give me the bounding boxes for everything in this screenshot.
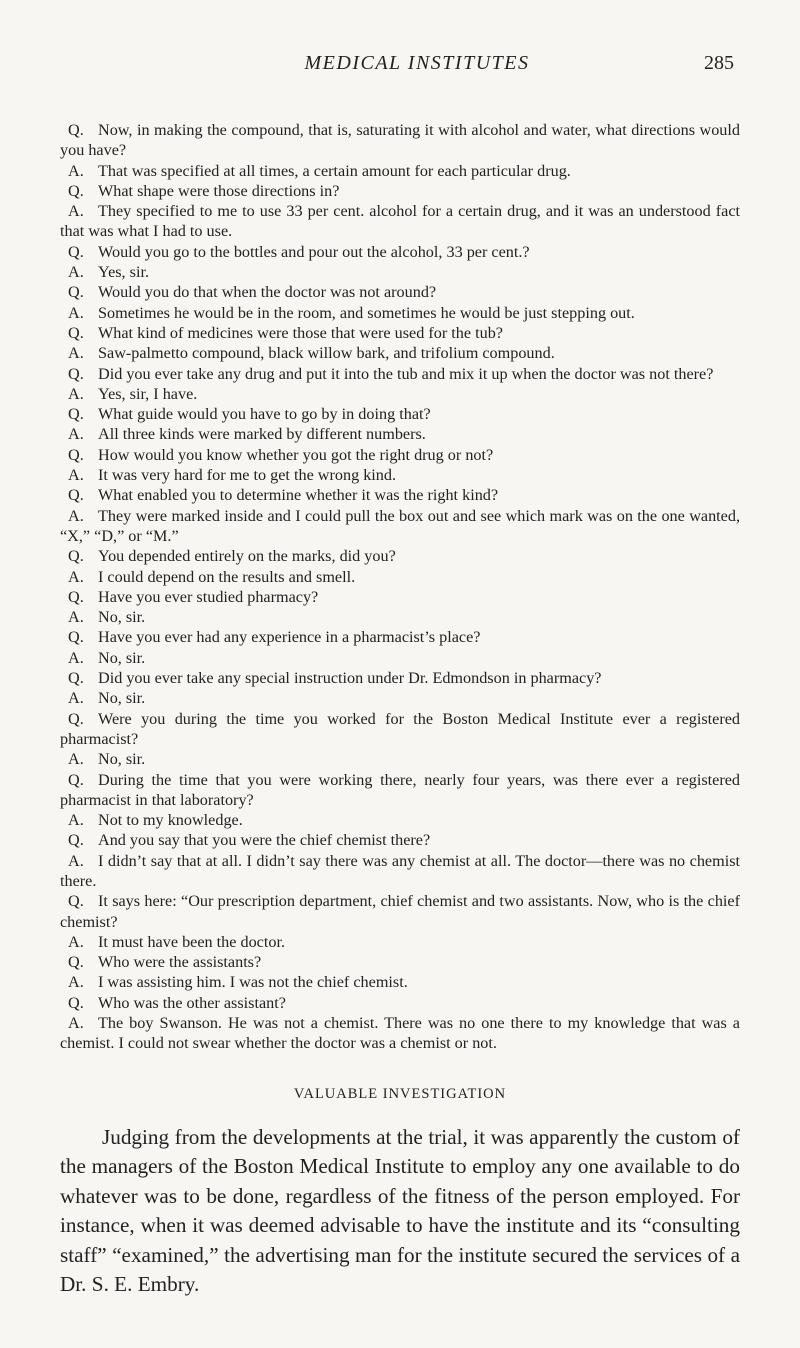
testimony-text: What shape were those directions in?	[98, 181, 340, 200]
answer-marker: A.	[68, 202, 84, 221]
answer-marker: A.	[68, 932, 84, 951]
testimony-line	[60, 384, 740, 404]
testimony-line	[60, 830, 740, 850]
testimony-line	[60, 607, 740, 627]
testimony-line	[60, 1013, 740, 1054]
testimony-text: And you say that you were the chief chemist there?	[98, 831, 431, 850]
testimony-text: I was assisting him. I was not the chief chemist.	[98, 973, 408, 992]
answer-marker: A.	[68, 567, 84, 586]
testimony-text: What enabled you to determine whether it was the right kind?	[98, 486, 499, 505]
testimony-line	[60, 993, 740, 1013]
testimony-text: No, sir.	[98, 648, 146, 667]
answer-marker: A.	[68, 608, 84, 627]
testimony-line	[60, 161, 740, 181]
testimony-text: Who were the assistants?	[98, 953, 262, 972]
testimony-text: It says here: “Our prescription department, chief chemist and two assistants. Now, who is the chief chemist?	[60, 892, 740, 931]
testimony-line	[60, 891, 740, 932]
testimony-text: Not to my knowledge.	[98, 811, 243, 830]
testimony-line	[60, 688, 740, 708]
question-marker: Q.	[68, 323, 84, 342]
question-marker: Q.	[68, 181, 84, 200]
answer-marker: A.	[68, 263, 84, 282]
question-marker: Q.	[68, 547, 84, 566]
testimony-text: Who was the other assistant?	[98, 993, 286, 1012]
testimony-text: You depended entirely on the marks, did you?	[98, 547, 396, 566]
testimony-text: Yes, sir, I have.	[98, 384, 198, 403]
testimony-line	[60, 445, 740, 465]
question-marker: Q.	[68, 953, 84, 972]
testimony-text: What guide would you have to go by in doing that?	[98, 405, 431, 424]
testimony-text: I didn’t say that at all. I didn’t say there was any chemist at all. The doctor—there was no chemist there.	[60, 851, 740, 890]
answer-marker: A.	[68, 811, 84, 830]
answer-marker: A.	[68, 973, 84, 992]
testimony-text: No, sir.	[98, 689, 146, 708]
testimony-text: Now, in making the compound, that is, saturating it with alcohol and water, what directions would you have?	[60, 121, 740, 160]
testimony-line	[60, 323, 740, 343]
answer-marker: A.	[68, 648, 84, 667]
running-title: MEDICAL INSTITUTES	[304, 52, 530, 74]
question-marker: Q.	[68, 283, 84, 302]
running-head	[60, 52, 740, 96]
answer-marker: A.	[68, 466, 84, 485]
testimony-line	[60, 120, 740, 161]
testimony-line	[60, 627, 740, 647]
testimony-line	[60, 282, 740, 302]
answer-marker: A.	[68, 506, 84, 525]
testimony-line	[60, 567, 740, 587]
testimony-line	[60, 404, 740, 424]
testimony-text: Yes, sir.	[98, 263, 149, 282]
testimony-text: I could depend on the results and smell.	[98, 567, 356, 586]
testimony-text: Have you ever had any experience in a pharmacist’s place?	[98, 628, 481, 647]
testimony-text: How would you know whether you got the right drug or not?	[98, 445, 494, 464]
question-marker: Q.	[68, 587, 84, 606]
testimony-line	[60, 952, 740, 972]
testimony-text: Would you do that when the doctor was not around?	[98, 283, 437, 302]
testimony-line	[60, 242, 740, 262]
answer-marker: A.	[68, 1014, 84, 1033]
question-marker: Q.	[68, 628, 84, 647]
question-marker: Q.	[68, 831, 84, 850]
testimony-line	[60, 770, 740, 811]
testimony-text: No, sir.	[98, 608, 146, 627]
testimony-line	[60, 648, 740, 668]
testimony-line	[60, 587, 740, 607]
question-marker: Q.	[68, 121, 84, 139]
testimony-line	[60, 749, 740, 769]
testimony-line	[60, 201, 740, 242]
testimony-line	[60, 668, 740, 688]
answer-marker: A.	[68, 851, 84, 870]
testimony-transcript	[60, 120, 740, 1054]
answer-marker: A.	[68, 750, 84, 769]
testimony-text: Did you ever take any drug and put it into the tub and mix it up when the doctor was not there?	[98, 364, 714, 383]
testimony-line	[60, 181, 740, 201]
testimony-line	[60, 465, 740, 485]
testimony-line	[60, 506, 740, 547]
question-marker: Q.	[68, 709, 84, 728]
section-heading: VALUABLE INVESTIGATION	[293, 1085, 507, 1102]
testimony-line	[60, 546, 740, 566]
testimony-line	[60, 810, 740, 830]
testimony-text: Were you during the time you worked for the Boston Medical Institute ever a registered pharmacist?	[60, 709, 740, 748]
question-marker: Q.	[68, 242, 84, 261]
question-marker: Q.	[68, 364, 84, 383]
testimony-line	[60, 485, 740, 505]
page-number: 285	[704, 52, 734, 74]
question-marker: Q.	[68, 445, 84, 464]
testimony-text: They specified to me to use 33 per cent. alcohol for a certain drug, and it was an understood fact that was what I had to use.	[60, 202, 740, 241]
answer-marker: A.	[68, 303, 84, 322]
testimony-line	[60, 709, 740, 750]
testimony-text: Have you ever studied pharmacy?	[98, 587, 319, 606]
answer-marker: A.	[68, 689, 84, 708]
testimony-text: That was specified at all times, a certain amount for each particular drug.	[98, 161, 571, 180]
question-marker: Q.	[68, 892, 84, 911]
testimony-line	[60, 343, 740, 363]
testimony-line	[60, 364, 740, 384]
testimony-text: During the time that you were working there, nearly four years, was there ever a registered pharmacist in that laboratory?	[60, 770, 740, 809]
testimony-text: It must have been the doctor.	[98, 932, 286, 951]
book-page	[60, 52, 740, 1300]
testimony-line	[60, 262, 740, 282]
question-marker: Q.	[68, 770, 84, 789]
question-marker: Q.	[68, 405, 84, 424]
answer-marker: A.	[68, 384, 84, 403]
testimony-line	[60, 303, 740, 323]
testimony-text: It was very hard for me to get the wrong kind.	[98, 466, 397, 485]
question-marker: Q.	[68, 486, 84, 505]
testimony-line	[60, 932, 740, 952]
answer-marker: A.	[68, 344, 84, 363]
testimony-text: They were marked inside and I could pull the box out and see which mark was on the one wanted, “X,” “D,” or “M.”	[60, 506, 740, 545]
testimony-text: Would you go to the bottles and pour out the alcohol, 33 per cent.?	[98, 242, 530, 261]
testimony-text: What kind of medicines were those that were used for the tub?	[98, 323, 503, 342]
testimony-line	[60, 972, 740, 992]
testimony-line	[60, 851, 740, 892]
question-marker: Q.	[68, 669, 84, 688]
testimony-text: Did you ever take any special instruction under Dr. Edmondson in pharmacy?	[98, 669, 602, 688]
testimony-text: The boy Swanson. He was not a chemist. There was no one there to my knowledge that was a chemist. I could not swear whether the doctor was a chemist or not.	[60, 1014, 740, 1053]
answer-marker: A.	[68, 161, 84, 180]
question-marker: Q.	[68, 993, 84, 1012]
answer-marker: A.	[68, 425, 84, 444]
testimony-text: No, sir.	[98, 750, 146, 769]
testimony-text: All three kinds were marked by different numbers.	[98, 425, 426, 444]
testimony-text: Sometimes he would be in the room, and sometimes he would be just stepping out.	[98, 303, 635, 322]
testimony-line	[60, 424, 740, 444]
testimony-text: Saw-palmetto compound, black willow bark, and trifolium compound.	[98, 344, 555, 363]
body-paragraph: Judging from the developments at the trial, it was apparently the custom of the managers of the Boston Medical Institute to employ any one available to do whatever was to be done, regardless of the fitness of the person employed. For instance, when it was deemed advisable to have the institute and its “consulting staff” “examined,” the advertising man for the institute secured the services of a Dr. S. E. Embry.	[60, 1124, 740, 1297]
